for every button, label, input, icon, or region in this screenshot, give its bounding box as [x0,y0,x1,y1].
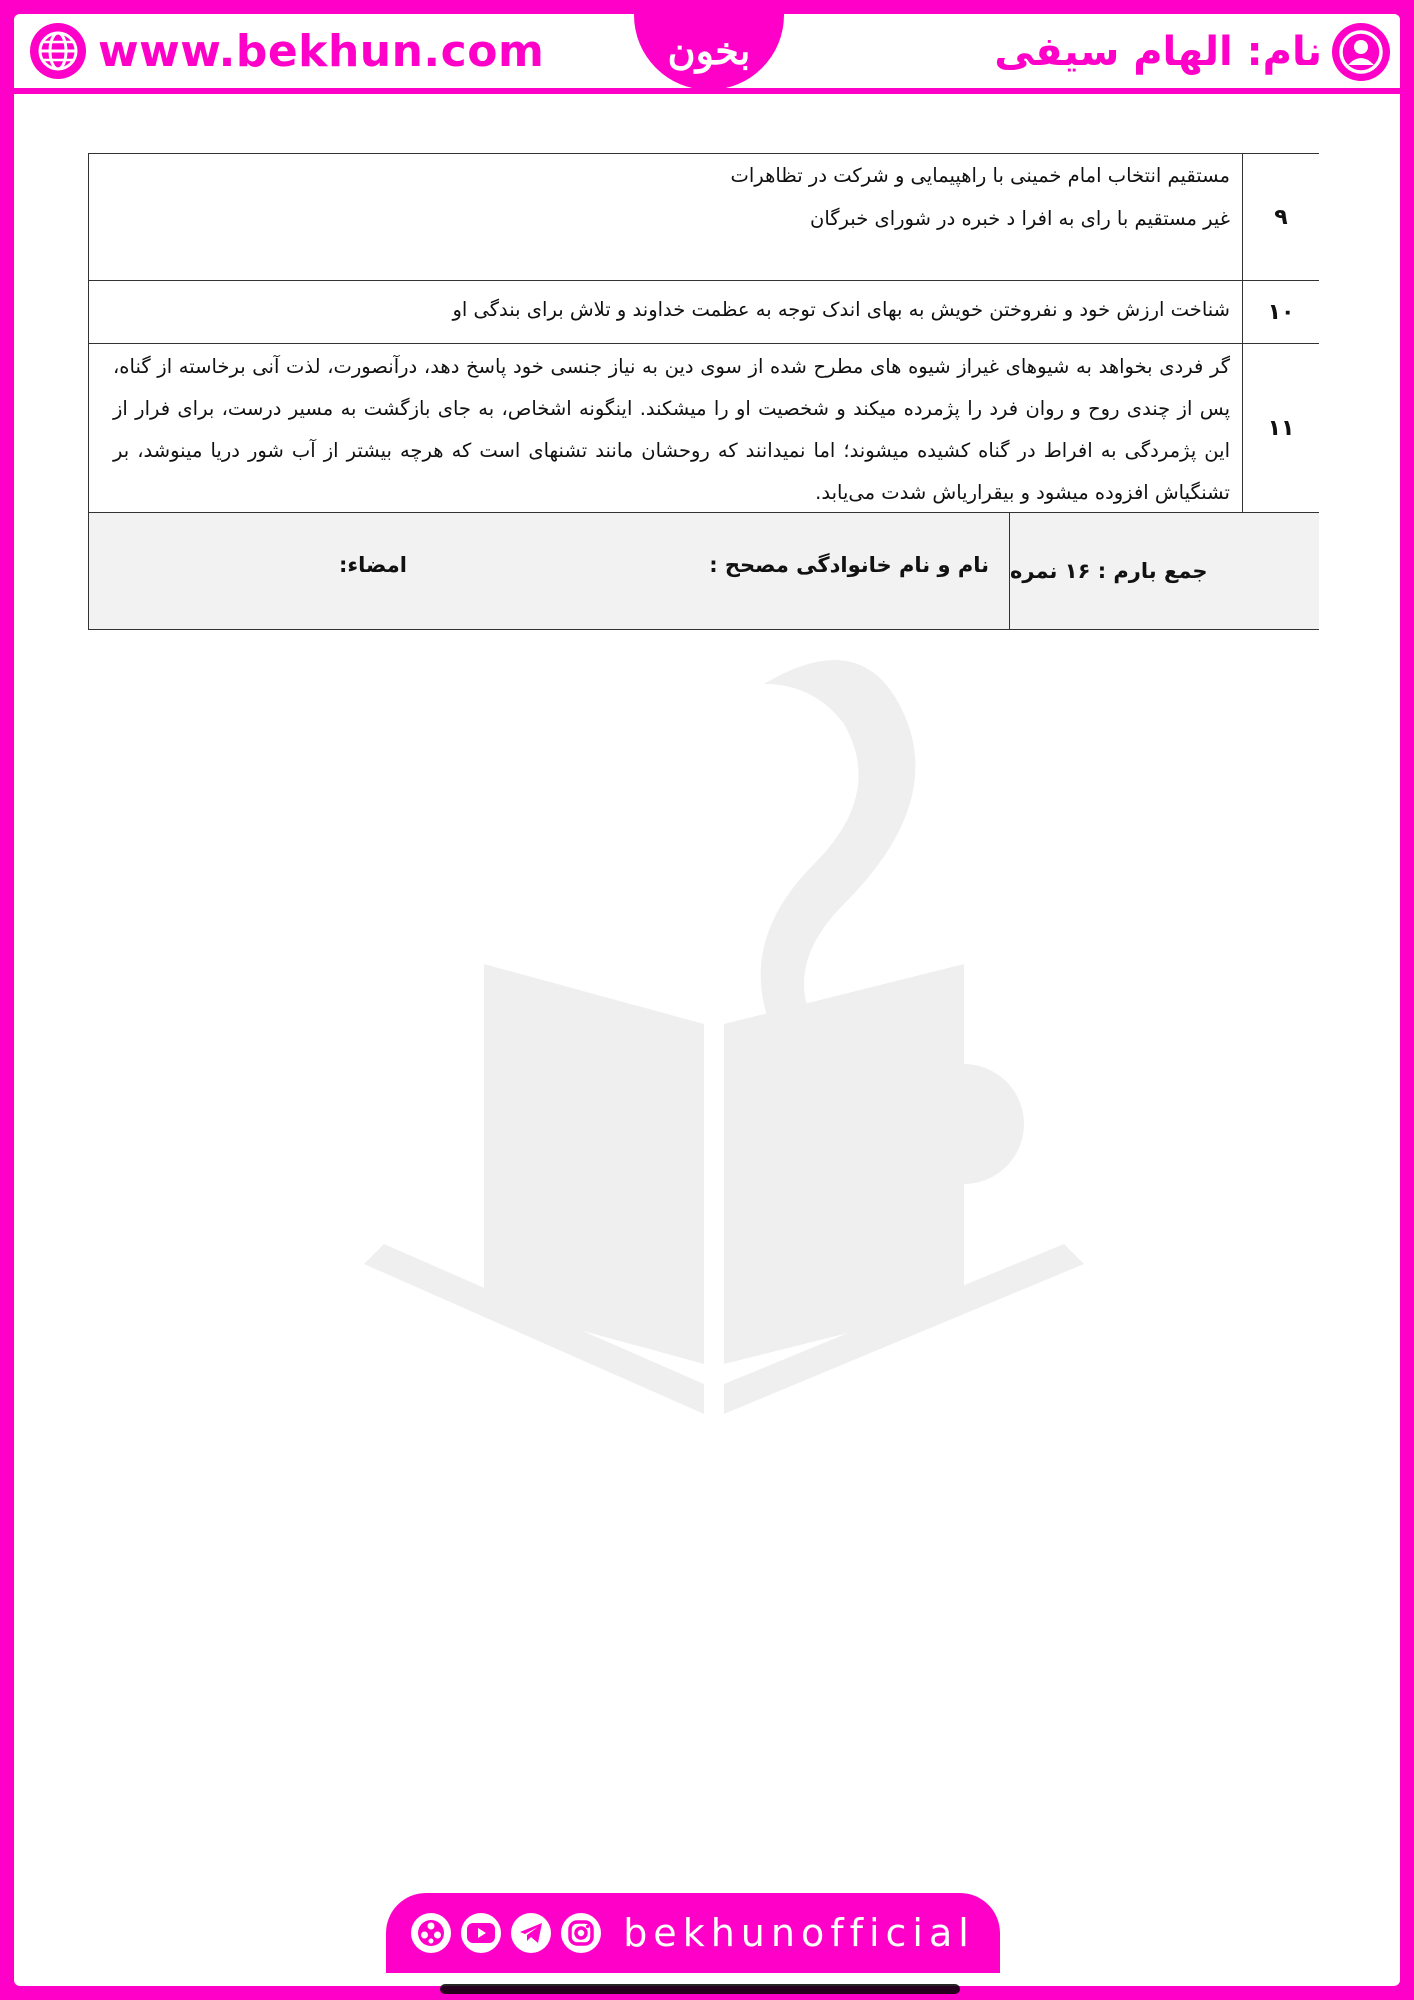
telegram-icon[interactable] [511,1913,551,1953]
answer-line: غیر مستقیم با رای به افرا د خبره در شورای خبرگان [810,207,1230,230]
signature-label: امضاء: [339,553,407,577]
total-score: جمع بارم : ۱۶ نمره [1009,513,1319,629]
student-name [994,22,1390,82]
page-sheet [14,14,1400,1986]
header-divider [14,88,1400,94]
logo [634,14,784,90]
film-reel-icon[interactable] [411,1913,451,1953]
question-number: ۱۱ [1242,344,1319,512]
answer-cell [89,281,1242,343]
header [14,14,1400,86]
website-url: www.bekhun.com [98,25,545,77]
grading-row [89,513,1319,630]
instagram-icon[interactable] [561,1913,601,1953]
youtube-icon[interactable] [461,1913,501,1953]
globe-icon [30,23,86,79]
question-number: ۱۰ [1242,281,1319,343]
social-bar [386,1893,1000,1973]
logo-text: بخون [667,27,751,73]
answer-cell: گر فردی بخواهد به شیوهای غیراز شیوه های مطرح شده از سوی دین به نیاز جنسی خود پاسخ دهد، درآنصورت، لذت آنی برخاسته از گناه، پس از چندی روح و روان فرد را پژمرده میکند و شخصیت او را میشکند. اینگونه اشخاص، به جای بازگشت به مسیر درست، برای فرار از این پژمردگی به افراط در گناه کشیده میشوند؛ اما نمیدانند که روحشان مانند تشنهای است که هرچه بیشتر از آب شور دریا مینوشد، بر تشنگیاش افزوده میشود و بیقراریاش شدت می‌یابد. [113,355,1230,504]
footer-shadow [440,1984,960,1994]
table-row [89,154,1319,281]
social-handle[interactable]: bekhunofficial [623,1911,975,1955]
answer-table [88,153,1319,630]
table-row [89,344,1319,513]
answer-line: مستقیم انتخاب امام خمینی با راهپیمایی و شرکت در تظاهرات [730,164,1230,187]
grader-name-label: نام و نام خانوادگی مصحح : [709,553,989,577]
question-number: ۹ [1242,154,1319,280]
answer-cell [89,154,1242,280]
user-avatar-icon [1332,23,1390,81]
table-row [89,281,1319,344]
watermark-logo-icon [344,604,1124,1424]
student-name-text: نام: الهام سیفی [994,29,1322,75]
grader-cell [89,513,1009,629]
website-link[interactable] [30,24,544,78]
answer-line: شناخت ارزش خود و نفروختن خویش به بهای اندک توجه به عظمت خداوند و تلاش برای بندگی او [452,298,1230,321]
